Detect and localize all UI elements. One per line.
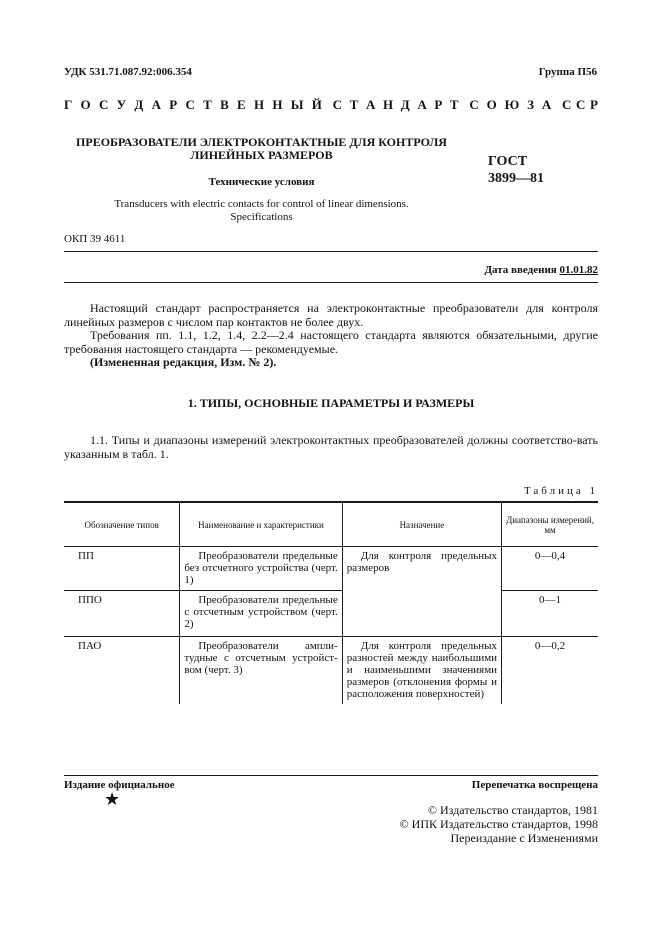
section-title: 1. ТИПЫ, ОСНОВНЫЕ ПАРАМЕТРЫ И РАЗМЕРЫ: [187, 396, 475, 410]
paragraph-scope: Настоящий стандарт распространяется на электроконтактные преобразователи для контроля линейных размеров с числом пар контактов не более двух.: [64, 301, 598, 329]
official-edition: Издание официальное: [64, 779, 175, 791]
cell-name: Преобразователи предельные без отсчетного устройства (черт. 1): [180, 547, 342, 591]
table-header-row: [64, 502, 598, 547]
title-line-2: ЛИНЕЙНЫХ РАЗМЕРОВ: [190, 148, 333, 162]
copyright-1: © Издательство стандартов, 1981: [427, 803, 598, 817]
header-divider: [64, 251, 598, 252]
cell-name: Преобразователи предельные с отсчетным устройством (черт. 2): [180, 591, 342, 637]
english-title: [64, 198, 459, 224]
intro-date: [484, 264, 598, 276]
reprint-notice: Перепечатка воспрещена: [471, 779, 598, 791]
cell-code: ПАО: [64, 637, 180, 705]
header-purpose: Назначение: [342, 502, 501, 547]
header-name: Наименование и характеристики: [180, 502, 342, 547]
paragraph-requirements: Требования пп. 1.1, 1.2, 1.4, 2.2—2.4 настоящего стандарта являются обязательными, другие требования настоящего стандарта — рекомендуемые.: [64, 328, 598, 356]
reissue-note: Переиздание с Изменениями: [450, 831, 598, 845]
gost-designation: [488, 153, 544, 187]
intro-date-label: Дата введения: [484, 264, 557, 276]
paragraph-amendment: (Измененная редакция, Изм. № 2).: [90, 355, 277, 369]
star-icon: ★: [104, 789, 121, 809]
paragraph-1-1: 1.1. Типы и диапазоны измерений электроконтактных преобразователей должны соответство-вать указанным в табл. 1.: [64, 433, 598, 461]
header-type-code: Обозначение типов: [64, 502, 180, 547]
cell-name: Преобразователи ампли-тудные с отсчетным устройст-вом (черт. 3): [180, 637, 342, 705]
document-subtitle: Технические условия: [208, 176, 315, 188]
date-divider: [64, 282, 598, 283]
english-title-line-1: Transducers with electric contacts for control of linear dimensions.: [114, 198, 409, 210]
types-table: [64, 501, 598, 704]
title-line-1: ПРЕОБРАЗОВАТЕЛИ ЭЛЕКТРОКОНТАКТНЫЕ ДЛЯ КОНТРОЛЯ: [76, 135, 447, 149]
state-standard-heading: [64, 97, 598, 113]
state-word-3: С О Ю З А: [469, 97, 552, 112]
cell-range: 0—0,4: [502, 547, 598, 591]
state-word-4: С С Р: [561, 97, 598, 112]
document-title: [64, 136, 459, 162]
table-caption: Таблица 1: [523, 485, 598, 497]
state-word-2: С Т А Н Д А Р Т: [332, 97, 459, 112]
intro-date-value: 01.01.82: [559, 264, 598, 276]
header-range: Диапазоны измерений, мм: [502, 502, 598, 547]
okp-code: ОКП 39 4611: [64, 233, 126, 245]
group-code: Группа П56: [538, 66, 597, 78]
cell-purpose: Для контроля предельных разностей между наибольшими и наименьшими значениями размеров (отклонения формы и расположения поверхностей): [342, 637, 501, 705]
state-word-1: Г О С У Д А Р С Т В Е Н Н Ы Й: [64, 97, 322, 112]
gost-number: 3899—81: [488, 171, 544, 186]
table-row: [64, 637, 598, 705]
footer-divider: [64, 775, 598, 776]
english-title-line-2: Specifications: [230, 211, 293, 223]
cell-code: ПП: [78, 550, 94, 562]
cell-range: 0—1: [502, 591, 598, 637]
cell-code: ППО: [64, 591, 180, 637]
udk-code: УДК 531.71.087.92:006.354: [64, 66, 192, 78]
table-row: [64, 591, 598, 637]
gost-label: ГОСТ: [488, 154, 528, 169]
cell-range: 0—0,2: [502, 637, 598, 705]
table-row: [64, 547, 598, 591]
copyright-2: © ИПК Издательство стандартов, 1998: [399, 817, 598, 831]
cell-purpose: Для контроля предельных размеров: [342, 547, 501, 637]
